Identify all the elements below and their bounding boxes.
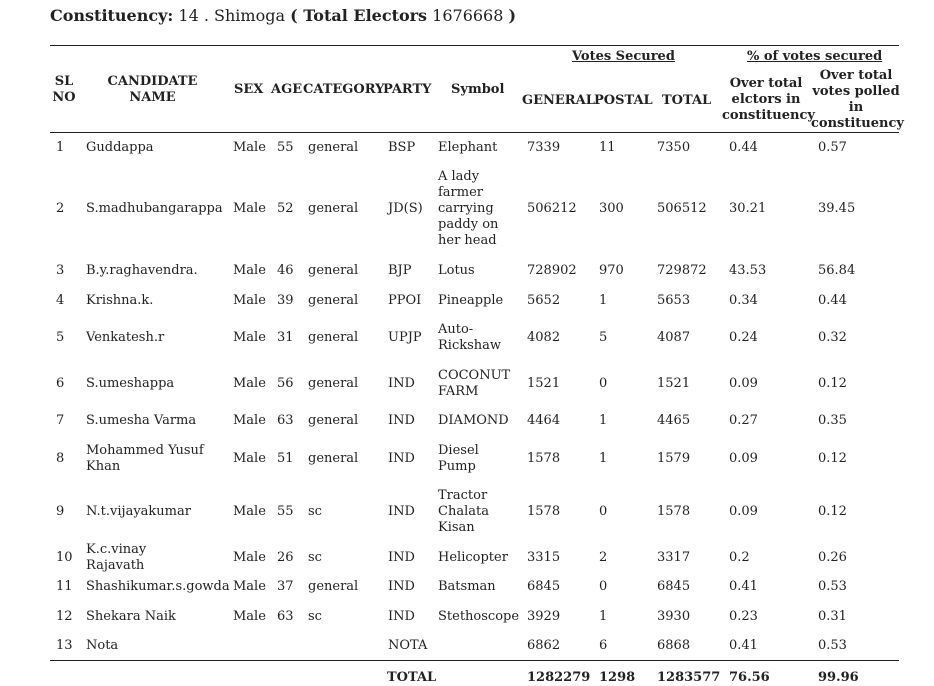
cell-age: 55 (277, 140, 294, 155)
cell-name: Venkatesh.r (86, 330, 165, 345)
cell-general: 4082 (527, 330, 561, 345)
cell-postal: 1 (599, 451, 608, 466)
cell-pct-polled: 39.45 (818, 201, 856, 216)
cell-category: general (308, 330, 359, 345)
cell-symbol: Diesel Pump (438, 443, 479, 474)
cell-name: Guddappa (86, 140, 154, 155)
cell-postal: 5 (599, 330, 608, 345)
cell-category: general (308, 451, 359, 466)
cell-postal: 2 (599, 550, 608, 565)
cell-pct-electors: 0.41 (729, 579, 758, 594)
cell-name: B.y.raghavendra. (86, 263, 198, 278)
cell-total: 729872 (657, 263, 707, 278)
cell-party: IND (388, 451, 415, 466)
cell-general: 4464 (527, 413, 561, 428)
cell-pct-polled: 0.12 (818, 451, 847, 466)
cell-general: 3929 (527, 609, 561, 624)
cell-category: general (308, 201, 359, 216)
cell-party: NOTA (388, 638, 428, 653)
cell-pct-electors: 0.09 (729, 451, 758, 466)
cell-symbol: Helicopter (438, 550, 508, 565)
cell-name: Nota (86, 638, 119, 653)
cell-age: 56 (277, 376, 294, 391)
header-sex: SEX (234, 82, 264, 97)
cell-general: 506212 (527, 201, 577, 216)
header-age: AGE (271, 82, 303, 97)
cell-sex: Male (233, 579, 266, 594)
cell-pct-polled: 0.31 (818, 609, 847, 624)
cell-total: 5653 (657, 293, 691, 308)
cell-party: IND (388, 376, 415, 391)
cell-category: sc (308, 550, 322, 565)
cell-total: 506512 (657, 201, 707, 216)
cell-pct-electors: 0.23 (729, 609, 758, 624)
cell-total: 3317 (657, 550, 691, 565)
cell-total: 6868 (657, 638, 691, 653)
total-electors: 1676668 (432, 6, 504, 25)
cell-sl: 7 (56, 413, 65, 428)
cell-total: 1579 (657, 451, 691, 466)
cell-pct-electors: 30.21 (729, 201, 767, 216)
cell-category: general (308, 579, 359, 594)
cell-general: 728902 (527, 263, 577, 278)
cell-pct-electors: 0.34 (729, 293, 758, 308)
cell-category: general (308, 376, 359, 391)
cell-party: IND (388, 504, 415, 519)
cell-total: 4465 (657, 413, 691, 428)
cell-postal: 0 (599, 579, 608, 594)
cell-sex: Male (233, 451, 266, 466)
totals-pct-electors: 76.56 (729, 670, 770, 685)
cell-name: Shashikumar.s.gowda (86, 579, 230, 594)
cell-total: 7350 (657, 140, 691, 155)
cell-category: general (308, 413, 359, 428)
cell-name: Mohammed Yusuf Khan (86, 443, 204, 474)
cell-symbol: Stethoscope (438, 609, 520, 624)
header-general: GENERAL (522, 93, 595, 108)
cell-total: 4087 (657, 330, 691, 345)
cell-total: 6845 (657, 579, 691, 594)
cell-symbol: Auto-Rickshaw (438, 322, 502, 353)
cell-postal: 11 (599, 140, 616, 155)
cell-name: S.umeshappa (86, 376, 175, 391)
cell-age: 52 (277, 201, 294, 216)
cell-age: 55 (277, 504, 294, 519)
cell-party: JD(S) (388, 201, 423, 216)
cell-total: 3930 (657, 609, 691, 624)
header-party: PARTY (383, 82, 432, 97)
cell-name: S.umesha Varma (86, 413, 197, 428)
cell-sl: 12 (56, 609, 73, 624)
cell-party: BJP (388, 263, 412, 278)
cell-age: 46 (277, 263, 294, 278)
cell-pct-electors: 0.09 (729, 376, 758, 391)
cell-party: IND (388, 413, 415, 428)
cell-sex: Male (233, 330, 266, 345)
table-bottom-rule (50, 660, 899, 661)
cell-name: K.c.vinay Rajavath (86, 542, 147, 573)
cell-party: BSP (388, 140, 416, 155)
cell-party: IND (388, 609, 415, 624)
cell-age: 31 (277, 330, 294, 345)
constituency-name: 14 . Shimoga (178, 6, 285, 25)
cell-sl: 10 (56, 550, 73, 565)
cell-category: sc (308, 609, 322, 624)
cell-symbol: Elephant (438, 140, 498, 155)
cell-postal: 1 (599, 413, 608, 428)
cell-pct-electors: 0.09 (729, 504, 758, 519)
header-bottom-rule (50, 132, 899, 133)
cell-sex: Male (233, 376, 266, 391)
cell-general: 6845 (527, 579, 561, 594)
cell-pct-polled: 0.32 (818, 330, 847, 345)
cell-pct-electors: 0.2 (729, 550, 750, 565)
cell-total: 1521 (657, 376, 691, 391)
cell-general: 5652 (527, 293, 561, 308)
page-title (50, 6, 516, 25)
header-over-electors: Over total elctors in constituency (722, 76, 815, 123)
cell-pct-polled: 0.53 (818, 638, 847, 653)
table-top-rule (50, 45, 899, 46)
cell-party: PPOI (388, 293, 422, 308)
cell-age: 37 (277, 579, 294, 594)
cell-age: 51 (277, 451, 294, 466)
totals-postal: 1298 (599, 670, 636, 685)
cell-sex: Male (233, 201, 266, 216)
cell-pct-polled: 0.12 (818, 504, 847, 519)
cell-sl: 3 (56, 263, 65, 278)
cell-sl: 4 (56, 293, 65, 308)
cell-name: S.madhubangarappa (86, 201, 223, 216)
cell-postal: 300 (599, 201, 624, 216)
cell-name: N.t.vijayakumar (86, 504, 191, 519)
cell-sex: Male (233, 263, 266, 278)
cell-symbol: COCONUT FARM (438, 368, 511, 399)
cell-postal: 970 (599, 263, 624, 278)
cell-general: 1578 (527, 504, 561, 519)
cell-age: 63 (277, 413, 294, 428)
cell-name: Krishna.k. (86, 293, 154, 308)
cell-party: UPJP (388, 330, 422, 345)
cell-pct-electors: 0.24 (729, 330, 758, 345)
cell-pct-polled: 0.12 (818, 376, 847, 391)
cell-postal: 0 (599, 504, 608, 519)
cell-pct-polled: 0.57 (818, 140, 847, 155)
cell-age: 63 (277, 609, 294, 624)
header-symbol: Symbol (451, 82, 505, 97)
cell-total: 1578 (657, 504, 691, 519)
cell-sex: Male (233, 609, 266, 624)
cell-sex: Male (233, 140, 266, 155)
title-close: ) (508, 6, 517, 25)
totals-pct-polled: 99.96 (818, 670, 859, 685)
cell-postal: 1 (599, 609, 608, 624)
cell-symbol: Pineapple (438, 293, 504, 308)
cell-category: general (308, 140, 359, 155)
cell-general: 1578 (527, 451, 561, 466)
header-total: TOTAL (662, 93, 712, 108)
cell-sl: 1 (56, 140, 65, 155)
header-sl: SL NO (52, 74, 76, 105)
cell-symbol: Tractor Chalata Kisan (438, 488, 489, 535)
cell-pct-polled: 0.53 (818, 579, 847, 594)
cell-sl: 8 (56, 451, 65, 466)
cell-pct-electors: 0.44 (729, 140, 758, 155)
cell-sl: 5 (56, 330, 65, 345)
totals-label: TOTAL (387, 670, 437, 685)
cell-symbol: A lady farmer carrying paddy on her head (438, 169, 499, 248)
cell-sex: Male (233, 550, 266, 565)
cell-pct-polled: 56.84 (818, 263, 856, 278)
cell-pct-electors: 43.53 (729, 263, 767, 278)
totals-general: 1282279 (527, 670, 591, 685)
cell-sl: 2 (56, 201, 65, 216)
header-category: CATEGORY (303, 82, 385, 97)
cell-symbol: Lotus (438, 263, 475, 278)
cell-sl: 9 (56, 504, 65, 519)
cell-symbol: DIAMOND (438, 413, 509, 428)
cell-pct-polled: 0.26 (818, 550, 847, 565)
title-label: Constituency: (50, 6, 174, 25)
cell-sl: 6 (56, 376, 65, 391)
cell-pct-electors: 0.41 (729, 638, 758, 653)
cell-age: 26 (277, 550, 294, 565)
cell-party: IND (388, 579, 415, 594)
cell-postal: 6 (599, 638, 608, 653)
cell-sex: Male (233, 293, 266, 308)
title-electors-label: ( Total Electors (290, 6, 428, 25)
cell-sex: Male (233, 413, 266, 428)
cell-category: sc (308, 504, 322, 519)
cell-postal: 1 (599, 293, 608, 308)
cell-pct-polled: 0.44 (818, 293, 847, 308)
cell-general: 3315 (527, 550, 561, 565)
cell-category: general (308, 263, 359, 278)
cell-sl: 11 (56, 579, 73, 594)
cell-symbol: Batsman (438, 579, 496, 594)
cell-postal: 0 (599, 376, 608, 391)
cell-party: IND (388, 550, 415, 565)
totals-total: 1283577 (657, 670, 721, 685)
cell-sex: Male (233, 504, 266, 519)
header-over-polled: Over total votes polled in constituency (811, 68, 904, 131)
cell-pct-polled: 0.35 (818, 413, 847, 428)
cell-general: 7339 (527, 140, 561, 155)
cell-age: 39 (277, 293, 294, 308)
cell-general: 6862 (527, 638, 561, 653)
cell-general: 1521 (527, 376, 561, 391)
pct-secured-header: % of votes secured (747, 49, 883, 64)
header-name: CANDIDATE NAME (107, 74, 198, 105)
cell-sl: 13 (56, 638, 73, 653)
cell-category: general (308, 293, 359, 308)
header-postal: POSTAL (594, 93, 653, 108)
cell-pct-electors: 0.27 (729, 413, 758, 428)
votes-secured-header: Votes Secured (572, 49, 675, 64)
cell-name: Shekara Naik (86, 609, 176, 624)
